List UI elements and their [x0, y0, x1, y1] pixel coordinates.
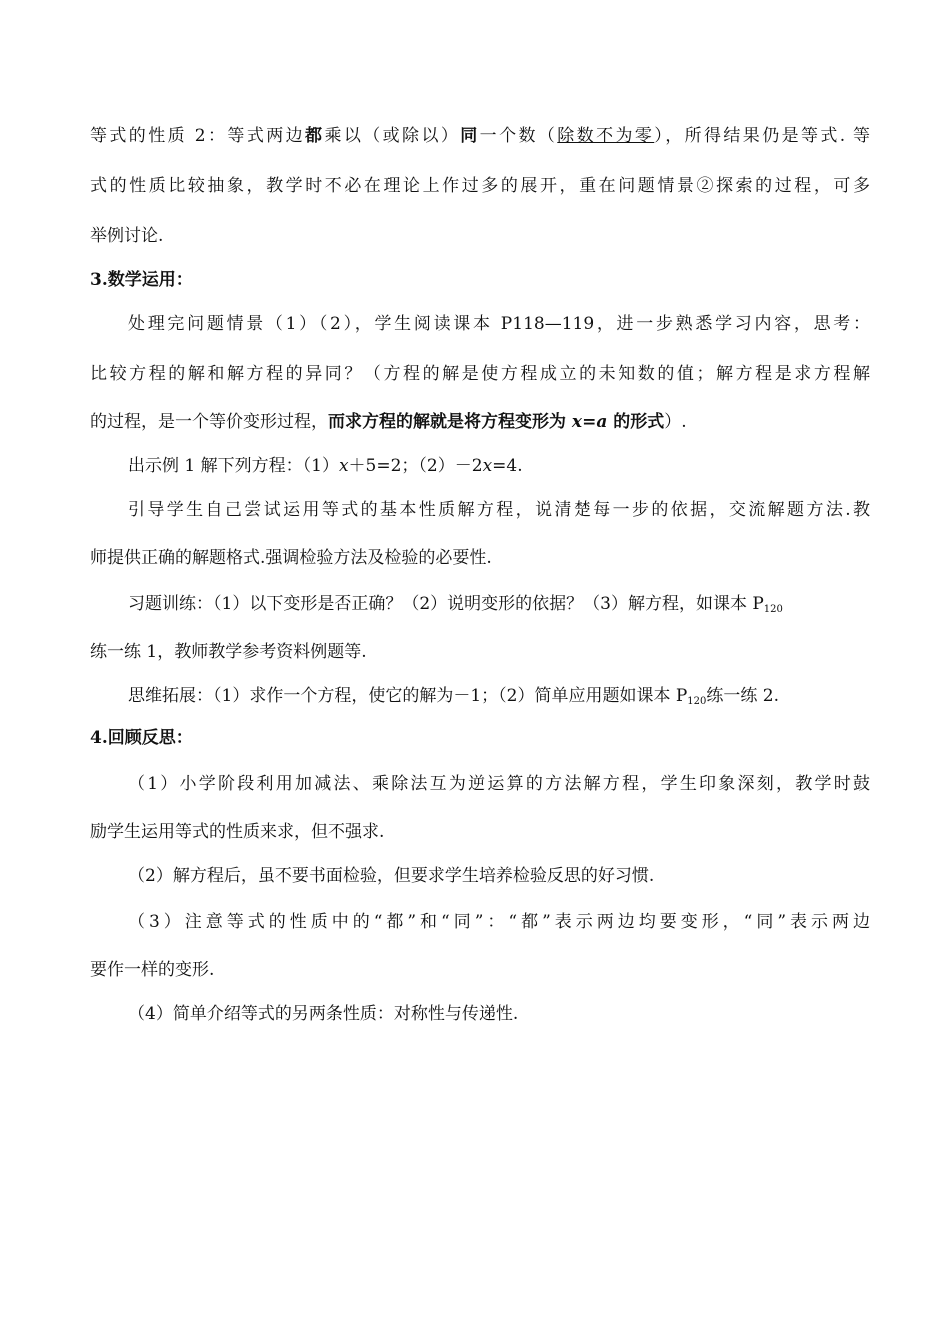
- text-segment: 练一练 2.: [706, 686, 780, 706]
- text-segment: ），所得结果仍是等式. 等: [654, 126, 870, 146]
- reflection-2: （2）解方程后，虽不要书面检验，但要求学生培养检验反思的好习惯.: [128, 866, 655, 886]
- section3-p1-line-1: 处理完问题情景（1）（2），学生阅读课本 P118—119，进一步熟悉学习内容，思考：: [128, 314, 870, 334]
- reflection-3-line-1: （3）注意等式的性质中的“都”和“同”：“都”表示两边均要变形，“同”表示两边: [128, 912, 870, 932]
- property2-line-3: 举例讨论.: [90, 226, 164, 246]
- property2-line-1: [90, 124, 870, 148]
- reflection-1-line-1: （1）小学阶段利用加减法、乘除法互为逆运算的方法解方程，学生印象深刻，教学时鼓: [128, 774, 870, 794]
- section3-p3-line-1: [128, 592, 870, 616]
- page-subscript: 120: [763, 604, 783, 615]
- section3-p1-line-3: [90, 410, 870, 434]
- emphasis-dou: 都: [305, 126, 325, 146]
- text-segment: 乘以（或除以）: [324, 126, 461, 146]
- section3-p3-line-2: 练一练 1，教师教学参考资料例题等.: [90, 642, 367, 662]
- text-segment: =4.: [492, 456, 523, 476]
- text-segment: 的过程，是一个等价变形过程，: [90, 412, 328, 432]
- bold-statement-end: 的形式: [607, 412, 665, 432]
- text-segment: 出示例 1 解下列方程：（1）: [128, 456, 339, 476]
- text-segment: 一个数（: [479, 126, 558, 146]
- text-segment: ）.: [664, 412, 687, 432]
- text-segment: ＋5=2；（2）－2: [348, 456, 483, 476]
- text-segment: 习题训练：（1）以下变形是否正确？（2）说明变形的依据？（3）解方程，如课本 P: [128, 594, 764, 614]
- example-1-line: [128, 454, 870, 478]
- section3-p2-line-2: 师提供正确的解题格式.强调检验方法及检验的必要性.: [90, 548, 492, 568]
- section3-p2-line-1: 引导学生自己尝试运用等式的基本性质解方程，说清楚每一步的依据，交流解题方法.教: [128, 500, 870, 520]
- section-3-heading: 3.数学运用：: [90, 270, 193, 290]
- text-segment: 等式的性质 2：等式两边: [90, 126, 306, 146]
- property2-line-2: 式的性质比较抽象，教学时不必在理论上作过多的展开，重在问题情景②探索的过程，可多: [90, 176, 870, 196]
- emphasis-tong: 同: [460, 126, 480, 146]
- section3-p4-line: [128, 684, 870, 708]
- var-x: x: [482, 456, 493, 476]
- text-segment: 思维拓展：（1）求作一个方程，使它的解为－1；（2）简单应用题如课本 P: [128, 686, 688, 706]
- section3-p1-line-2: 比较方程的解和解方程的异同？（方程的解是使方程成立的未知数的值；解方程是求方程解: [90, 364, 870, 384]
- var-x: x: [571, 412, 583, 432]
- equals-sign: =: [582, 412, 597, 432]
- reflection-1-line-2: 励学生运用等式的性质来求，但不强求.: [90, 822, 385, 842]
- page-subscript: 120: [687, 696, 707, 707]
- section-4-heading: 4.回顾反思：: [90, 728, 193, 748]
- reflection-3-line-2: 要作一样的变形.: [90, 960, 215, 980]
- underlined-condition: 除数不为零: [557, 126, 655, 146]
- var-a: a: [596, 412, 608, 432]
- reflection-4: （4）简单介绍等式的另两条性质：对称性与传递性.: [128, 1004, 519, 1024]
- bold-statement: 而求方程的解就是将方程变形为: [328, 412, 572, 432]
- var-x: x: [338, 456, 349, 476]
